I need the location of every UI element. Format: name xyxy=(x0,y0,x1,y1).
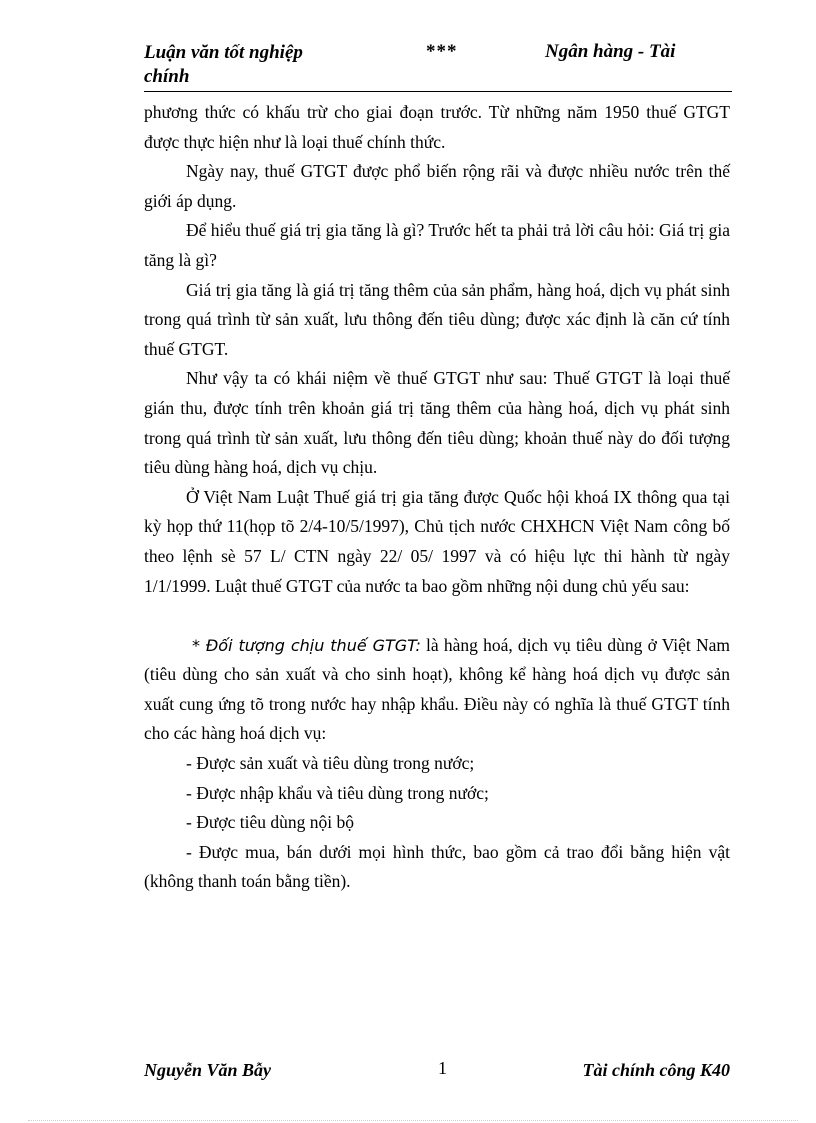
footer-course: Tài chính công K40 xyxy=(582,1060,730,1080)
header-department: Ngân hàng - Tài xyxy=(545,41,676,62)
page-number: 1 xyxy=(438,1058,447,1078)
list-item: - Được tiêu dùng nội bộ xyxy=(186,812,354,833)
footer-author: Nguyễn Văn Bẫy xyxy=(144,1060,272,1080)
page-header xyxy=(144,41,730,91)
subject-text: là hàng hoá, dịch vụ tiêu dùng ở Việt Nam (tiêu dùng cho sản xuất và cho sinh hoạt), không kể hàng hoá dịch vụ được sản xuất cung ứng tõ trong nước hay nhập khẩu. Điều này có nghĩa là thuế GTGT tính cho các hàng hoá dịch vụ: xyxy=(144,634,731,744)
list-item: - Được nhập khẩu và tiêu dùng trong nước; xyxy=(186,782,489,803)
document-body xyxy=(144,98,730,897)
header-thesis-title: Luận văn tốt nghiệp chính xyxy=(144,42,303,87)
paragraph-continuation: phương thức có khấu trừ cho giai đoạn trước. Từ những năm 1950 thuế GTGT được thực hiện như là loại thuế chính thức. xyxy=(144,102,730,152)
blank-line xyxy=(144,601,730,631)
paragraph: Như vậy ta có khái niệm về thuế GTGT như sau: Thuế GTGT là loại thuế gián thu, được tính trên khoản giá trị tăng thêm của hàng hoá, dịch vụ phát sinh trong quá trình từ sản xuất, lưu thông đến tiêu dùng; khoản thuế này do đối tượng tiêu dùng hàng hoá, dịch vụ chịu. xyxy=(144,368,730,478)
list-item: - Được sản xuất và tiêu dùng trong nước; xyxy=(186,753,475,774)
page-footer xyxy=(144,1060,730,1086)
header-rule xyxy=(144,91,732,92)
header-separator: *** xyxy=(426,41,458,62)
paragraph: Giá trị gia tăng là giá trị tăng thêm của sản phẩm, hàng hoá, dịch vụ phát sinh trong quá trình từ sản xuất, lưu thông đến tiêu dùng; được xác định là căn cứ tính thuế GTGT. xyxy=(144,279,730,359)
page-edge-dotted-line xyxy=(28,1120,798,1121)
paragraph: Ngày nay, thuế GTGT được phổ biến rộng rãi và được nhiều nước trên thế giới áp dụng. xyxy=(144,161,730,211)
subject-label: * Đối tượng chịu thuế GTGT: xyxy=(192,635,421,655)
paragraph: Ở Việt Nam Luật Thuế giá trị gia tăng được Quốc hội khoá IX thông qua tại kỳ họp thứ 11(họp tõ 2/4-10/5/1997), Chủ tịch nước CHXHCN Việt Nam công bố theo lệnh sè 57 L/ CTN ngày 22/ 05/ 1997 và có hiệu lực thi hành từ ngày 1/1/1999. Luật thuế GTGT của nước ta bao gồm những nội dung chủ yếu sau: xyxy=(144,486,730,596)
subject-paragraph xyxy=(144,631,730,749)
list-item: - Được mua, bán dưới mọi hình thức, bao gồm cả trao đổi bằng hiện vật (không thanh toán bằng tiền). xyxy=(144,841,730,892)
paragraph: Để hiểu thuế giá trị gia tăng là gì? Trước hết ta phải trả lời câu hỏi: Giá trị gia tăng là gì? xyxy=(144,220,730,270)
